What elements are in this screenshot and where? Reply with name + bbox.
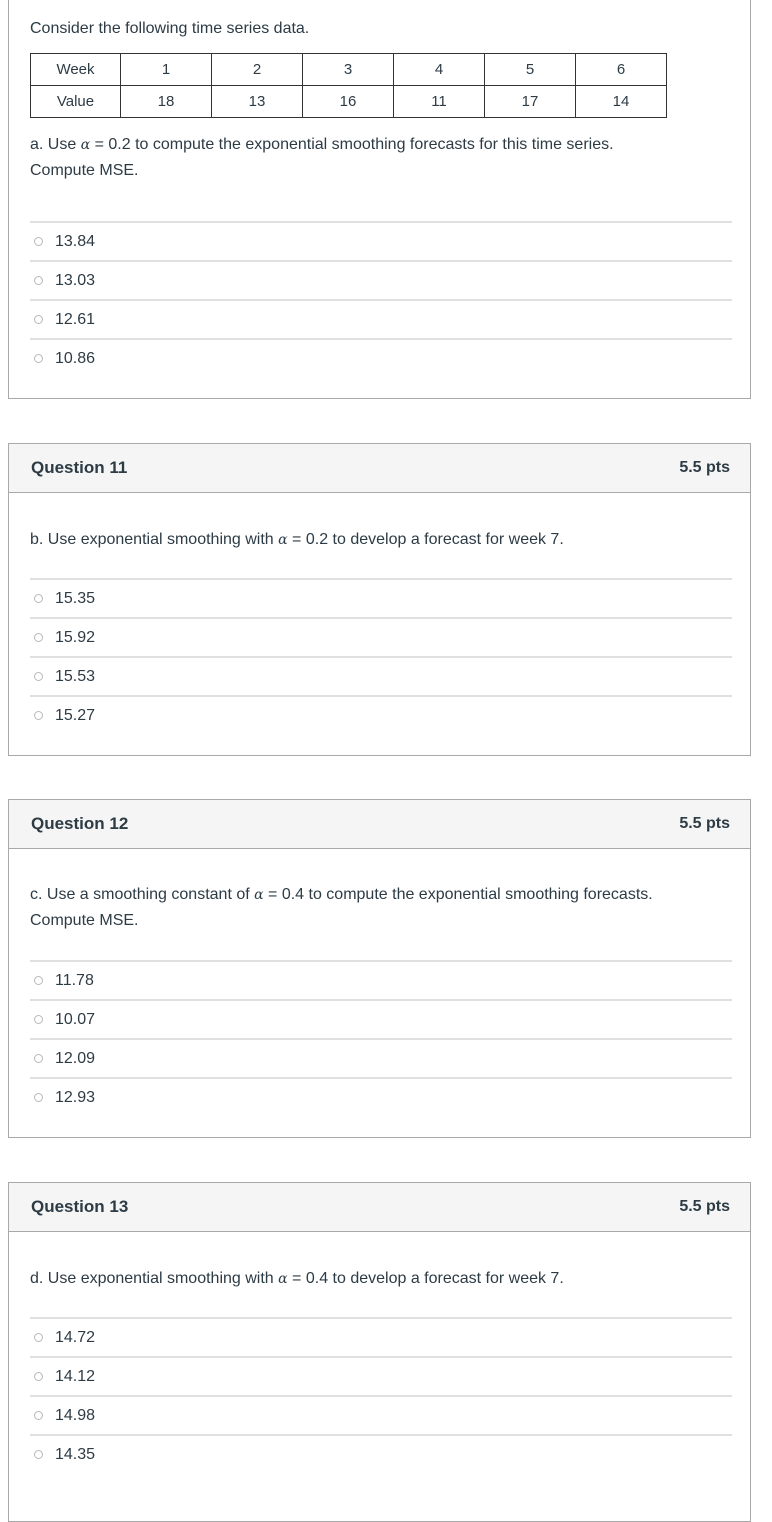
answer-label: 12.09 [55, 1049, 96, 1067]
table-cell: 13 [212, 86, 303, 118]
table-row [31, 54, 667, 86]
answer-list [30, 1317, 732, 1473]
radio-button[interactable] [34, 1450, 43, 1459]
question-text [30, 132, 614, 184]
question-points: 5.5 pts [679, 459, 730, 476]
answer-label: 14.12 [55, 1367, 96, 1385]
answer-option[interactable] [30, 1040, 732, 1079]
alpha-symbol: α [278, 1271, 288, 1287]
alpha-symbol: α [254, 887, 264, 903]
answer-label: 15.27 [55, 706, 96, 724]
table-cell: 1 [121, 54, 212, 86]
answer-option[interactable] [30, 619, 732, 658]
table-cell: 2 [212, 54, 303, 86]
question-text-part: = 0.4 to compute the exponential smoothing forecasts. [263, 886, 653, 903]
answer-option[interactable] [30, 580, 732, 619]
answer-option[interactable] [30, 301, 732, 340]
answer-option[interactable] [30, 1319, 732, 1358]
question-title: Question 13 [31, 1197, 129, 1216]
table-cell: 5 [485, 54, 576, 86]
question-text-part: a. Use [30, 136, 81, 153]
radio-button[interactable] [34, 672, 43, 681]
answer-option[interactable] [30, 1436, 732, 1473]
table-cell: 16 [303, 86, 394, 118]
answer-label: 13.03 [55, 271, 96, 289]
answer-label: 11.78 [55, 971, 94, 989]
question-header [9, 800, 750, 849]
answer-option[interactable] [30, 962, 732, 1001]
answer-option[interactable] [30, 1397, 732, 1436]
question-title: Question 12 [31, 814, 129, 833]
table-cell: Week [31, 54, 121, 86]
answer-list [30, 578, 732, 734]
question-10-card [8, 0, 751, 399]
question-text-part: d. Use exponential smoothing with [30, 1270, 279, 1287]
alpha-symbol: α [80, 137, 91, 153]
answer-label: 15.35 [55, 589, 96, 607]
radio-button[interactable] [34, 633, 43, 642]
question-header [9, 444, 750, 493]
answer-option[interactable] [30, 1079, 732, 1116]
table-cell: 18 [121, 86, 212, 118]
radio-button[interactable] [34, 237, 43, 246]
alpha-symbol: α [278, 532, 288, 548]
radio-button[interactable] [34, 1054, 43, 1063]
question-points: 5.5 pts [679, 1198, 730, 1215]
answer-option[interactable] [30, 1001, 732, 1040]
radio-button[interactable] [34, 711, 43, 720]
radio-button[interactable] [34, 1372, 43, 1381]
answer-option[interactable] [30, 1358, 732, 1397]
question-12-card [8, 799, 751, 1138]
question-text [30, 882, 653, 934]
question-text [30, 1266, 564, 1292]
time-series-table [30, 53, 667, 118]
table-cell: 11 [394, 86, 485, 118]
question-11-card [8, 443, 751, 756]
radio-button[interactable] [34, 976, 43, 985]
radio-button[interactable] [34, 1015, 43, 1024]
radio-button[interactable] [34, 354, 43, 363]
answer-option[interactable] [30, 223, 732, 262]
answer-label: 12.61 [55, 310, 96, 328]
radio-button[interactable] [34, 315, 43, 324]
answer-label: 10.86 [55, 349, 96, 367]
radio-button[interactable] [34, 1093, 43, 1102]
answer-label: 14.98 [55, 1406, 96, 1424]
table-row [31, 86, 667, 118]
question-text-part: = 0.2 to compute the exponential smoothing forecasts for this time series. [90, 136, 614, 153]
radio-button[interactable] [34, 276, 43, 285]
answer-label: 15.53 [55, 667, 96, 685]
answer-option[interactable] [30, 340, 732, 377]
answer-label: 10.07 [55, 1010, 96, 1028]
question-points: 5.5 pts [679, 815, 730, 832]
answer-label: 12.93 [55, 1088, 96, 1106]
question-text-part: = 0.4 to develop a forecast for week 7. [287, 1270, 564, 1287]
answer-list [30, 960, 732, 1116]
question-text-part: c. Use a smoothing constant of [30, 886, 255, 903]
table-cell: 17 [485, 86, 576, 118]
question-title: Question 11 [31, 458, 128, 477]
table-cell: 6 [576, 54, 667, 86]
question-text-part: Compute MSE. [30, 912, 139, 929]
question-13-card [8, 1182, 751, 1522]
table-cell: Value [31, 86, 121, 118]
radio-button[interactable] [34, 1411, 43, 1420]
question-text-part: b. Use exponential smoothing with [30, 531, 279, 548]
answer-option[interactable] [30, 658, 732, 697]
radio-button[interactable] [34, 594, 43, 603]
answer-option[interactable] [30, 697, 732, 734]
table-cell: 4 [394, 54, 485, 86]
answer-list [30, 221, 732, 377]
question-text [30, 527, 564, 553]
question-header [9, 1183, 750, 1232]
table-cell: 3 [303, 54, 394, 86]
answer-label: 13.84 [55, 232, 96, 250]
answer-label: 15.92 [55, 628, 96, 646]
answer-label: 14.72 [55, 1328, 96, 1346]
radio-button[interactable] [34, 1333, 43, 1342]
question-intro: Consider the following time series data. [30, 20, 310, 37]
question-text-part: Compute MSE. [30, 162, 139, 179]
answer-option[interactable] [30, 262, 732, 301]
table-cell: 14 [576, 86, 667, 118]
question-text-part: = 0.2 to develop a forecast for week 7. [287, 531, 564, 548]
answer-label: 14.35 [55, 1445, 96, 1463]
